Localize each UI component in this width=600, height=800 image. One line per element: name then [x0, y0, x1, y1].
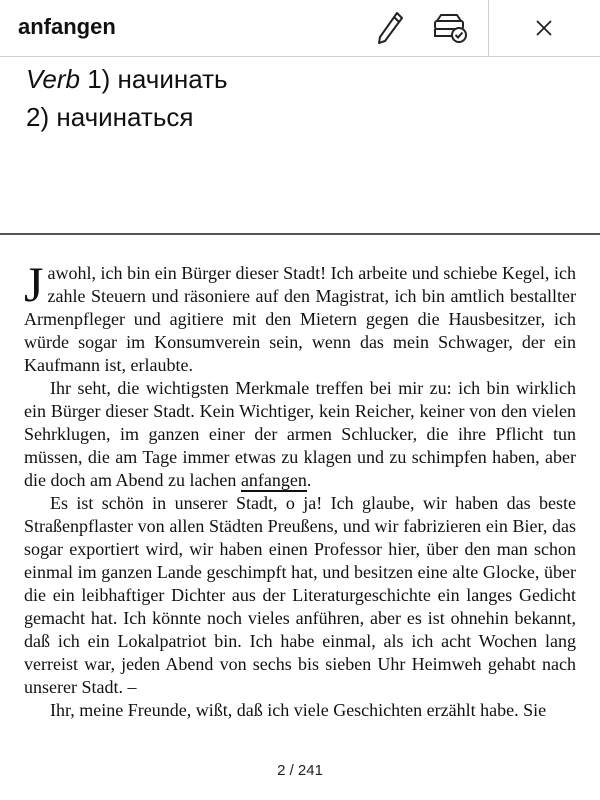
- close-icon: [534, 18, 554, 38]
- dictionary-panel-border: [0, 233, 600, 235]
- paragraph-4: Ihr, meine Freunde, wißt, daß ich viele Geschichten erzählt habe. Sie: [50, 700, 547, 720]
- paragraph-1-text: awohl, ich bin ein Bürger dieser Stadt! Ich arbeite und schiebe Kegel, ich zahle Steuern und räsoniere auf den Magistrat, ich bin amtlich bestallter Armenpfleger und agitiere mit den Mietern gegen die Hausbesitzer, ich würde sogar im Konsumverein sein, wenn das mein Schwager, der ein Kaufmann ist, erlaubte.: [24, 263, 576, 375]
- edit-button[interactable]: [362, 0, 418, 56]
- paragraph-2: [24, 377, 576, 492]
- definition-line-1: [26, 60, 586, 98]
- paragraph-1: [24, 256, 576, 377]
- dictionary-select-button[interactable]: [423, 0, 479, 56]
- part-of-speech: Verb: [26, 64, 80, 94]
- sense-1: 1) начинать: [87, 64, 228, 94]
- paragraph-3: Es ist schön in unserer Stadt, o ja! Ich glaube, wir haben das beste Straßenpflaster von allen Städten Preußens, und wir fabrizieren ein Bier, das sogar exportiert wird, wir haben einen Professor hier, über den man schon einmal im ganzen Lande geschimpft hat, und besitzen eine alte Glocke, über die ein leibhaftiger Dichter aus der Literaturgeschichte ein langes Gedicht gemacht hat. Ich könnte noch vieles anführen, aber es ist ohnehin bekannt, daß ich ein Lokalpatriot bin. Ich habe einmal, als ich acht Wochen lang verreist war, jeden Abend von sechs bis sieben Uhr Heimweh gehabt nach unserer Stadt. –: [24, 493, 576, 697]
- close-button[interactable]: [516, 0, 572, 56]
- sense-2: 2) начинаться: [26, 102, 194, 132]
- dictionary-definition: [26, 60, 586, 136]
- paragraph-2-after: .: [306, 470, 312, 490]
- book-page-text[interactable]: [24, 256, 576, 722]
- pencil-icon: [375, 10, 405, 46]
- header-divider: [488, 0, 489, 56]
- dictionary-header: [0, 0, 600, 57]
- dictionary-check-icon: [432, 12, 470, 44]
- drop-cap: J: [24, 256, 44, 312]
- paragraph-2-before: Ihr seht, die wichtigsten Merkmale treffen bei mir zu: ich bin wirklich ein Bürger dieser Stadt. Kein Wichtiger, kein Reicher, keiner von den vielen Sehrklugen, im ganzen einer der armen Schlucker, die ihre Pflicht tun müssen, die am Tage immer etwas zu klagen und zu schimpfen haben, aber die doch am Abend zu lachen: [24, 378, 576, 490]
- page-indicator[interactable]: 2 / 241: [277, 762, 323, 779]
- dictionary-word: anfangen: [18, 14, 116, 39]
- selected-word[interactable]: anfangen: [240, 470, 307, 490]
